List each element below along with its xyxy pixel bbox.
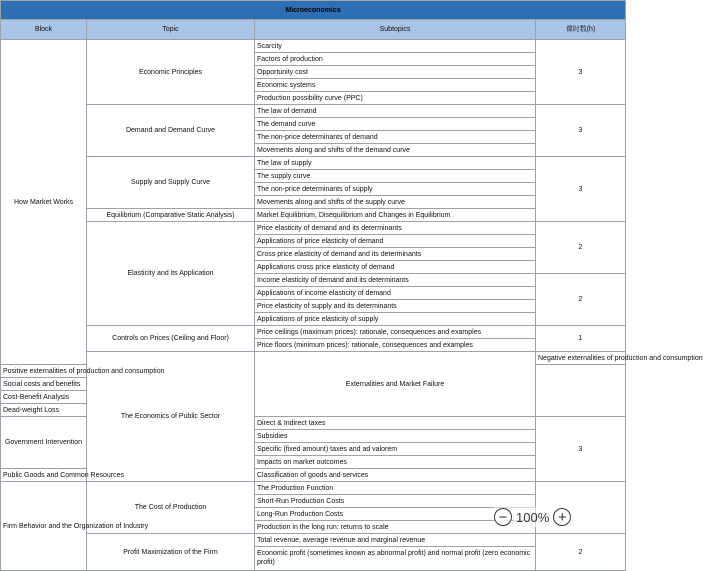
subtopic-cell: Social costs and benefits (1, 378, 87, 391)
subtopic-cell: Positive externalities of production and consumption (1, 365, 87, 378)
subtopic-cell: Total revenue, average revenue and marginal revenue (255, 534, 536, 547)
subtopic-cell: The supply curve (255, 170, 536, 183)
header-topic: Topic (87, 20, 255, 40)
subtopic-cell: Price elasticity of demand and its determinants (255, 222, 536, 235)
subtopic-cell: Negative externalities of production and consumption (536, 352, 626, 365)
subtopic-cell: Income elasticity of demand and its determinants (255, 274, 536, 287)
header-subtopics: Subtopics (255, 20, 536, 40)
subtopic-cell: Long-Run Production Costs (255, 508, 536, 521)
subtopic-cell: Factors of production (255, 53, 536, 66)
subtopic-cell: Economic systems (255, 79, 536, 92)
subtopic-cell: Short-Run Production Costs (255, 495, 536, 508)
hours-cell: 3 (536, 417, 626, 482)
hours-cell: 2 (536, 274, 626, 326)
zoom-control (494, 507, 571, 527)
subtopic-cell: Applications of price elasticity of supply (255, 313, 536, 326)
topic-cell: Demand and Demand Curve (87, 105, 255, 157)
subtopic-cell: Cross price elasticity of demand and its determinants (255, 248, 536, 261)
subtopic-cell: Dead-weight Loss (1, 404, 87, 417)
subtopic-cell: Specific (fixed amount) taxes and ad valorem (255, 443, 536, 456)
topic-cell: Profit Maximization of the Firm (87, 534, 255, 571)
subtopic-cell: Opportunity cost (255, 66, 536, 79)
zoom-in-button[interactable]: + (553, 508, 571, 526)
hours-cell: 1 (536, 326, 626, 352)
subtopic-cell: Direct & Indirect taxes (255, 417, 536, 430)
subtopic-cell: The non-price determinants of demand (255, 131, 536, 144)
subtopic-cell: Price elasticity of supply and its determinants (255, 300, 536, 313)
hours-cell: 3 (536, 40, 626, 105)
topic-cell: The Cost of Production (87, 482, 255, 534)
header-hours: 课时数(h) (536, 20, 626, 40)
subtopic-cell: Production possibility curve (PPC) (255, 92, 536, 105)
subtopic-cell: Scarcity (255, 40, 536, 53)
zoom-level: 100% (516, 509, 550, 525)
topic-cell: Supply and Supply Curve (87, 157, 255, 209)
subtopic-cell: Impacts on market outcomes (255, 456, 536, 469)
topic-cell: Externalities and Market Failure (255, 352, 536, 417)
subtopic-cell: Cost-Benefit Analysis (1, 391, 87, 404)
subtopic-cell: Market Equilibrium, Disequilibrium and Changes in Equilibrium (255, 209, 536, 222)
subtopic-cell: Subsidies (255, 430, 536, 443)
subtopic-cell: The non-price determinants of supply (255, 183, 536, 196)
subtopic-cell: Applications of income elasticity of demand (255, 287, 536, 300)
subtopic-cell: The Production Function (255, 482, 536, 495)
hours-cell: 2 (536, 222, 626, 274)
hours-cell: 3 (536, 157, 626, 222)
topic-cell: Controls on Prices (Ceiling and Floor) (87, 326, 255, 352)
subtopic-cell: The demand curve (255, 118, 536, 131)
header-block: Block (1, 20, 87, 40)
subtopic-cell: Production in the long run: returns to scale (255, 521, 536, 534)
subtopic-cell: Classification of goods and services (255, 469, 536, 482)
topic-cell: Economic Principles (87, 40, 255, 105)
subtopic-cell: Movements along and shifts of the demand curve (255, 144, 536, 157)
topic-cell: Elasticity and its Application (87, 222, 255, 326)
subtopic-cell: Price floors (minimum prices): rationale, consequences and examples (255, 339, 536, 352)
zoom-out-button[interactable]: − (494, 508, 512, 526)
block-cell: Firm Behavior and the Organization of Industry (1, 482, 87, 571)
subtopic-cell: Applications cross price elasticity of demand (255, 261, 536, 274)
topic-cell: Government Intervention (1, 417, 87, 469)
topic-cell: Equilibrium (Comparative Static Analysis) (87, 209, 255, 222)
subtopic-cell: Price ceilings (maximum prices): rationale, consequences and examples (255, 326, 536, 339)
topic-cell: Public Goods and Common Resources (1, 469, 87, 482)
hours-cell: 2 (536, 534, 626, 571)
hours-cell: 3 (536, 105, 626, 157)
subtopic-cell: The law of demand (255, 105, 536, 118)
subtopic-cell: Economic profit (sometimes known as abnormal profit) and normal profit (zero economic profit) (255, 547, 536, 571)
subtopic-cell: Applications of price elasticity of demand (255, 235, 536, 248)
subtopic-cell: Movements along and shifts of the supply curve (255, 196, 536, 209)
table-title: Microeconomics (1, 1, 626, 20)
block-cell: The Economics of Public Sector (87, 352, 255, 482)
subtopic-cell: The law of supply (255, 157, 536, 170)
block-cell: How Market Works (1, 40, 87, 365)
